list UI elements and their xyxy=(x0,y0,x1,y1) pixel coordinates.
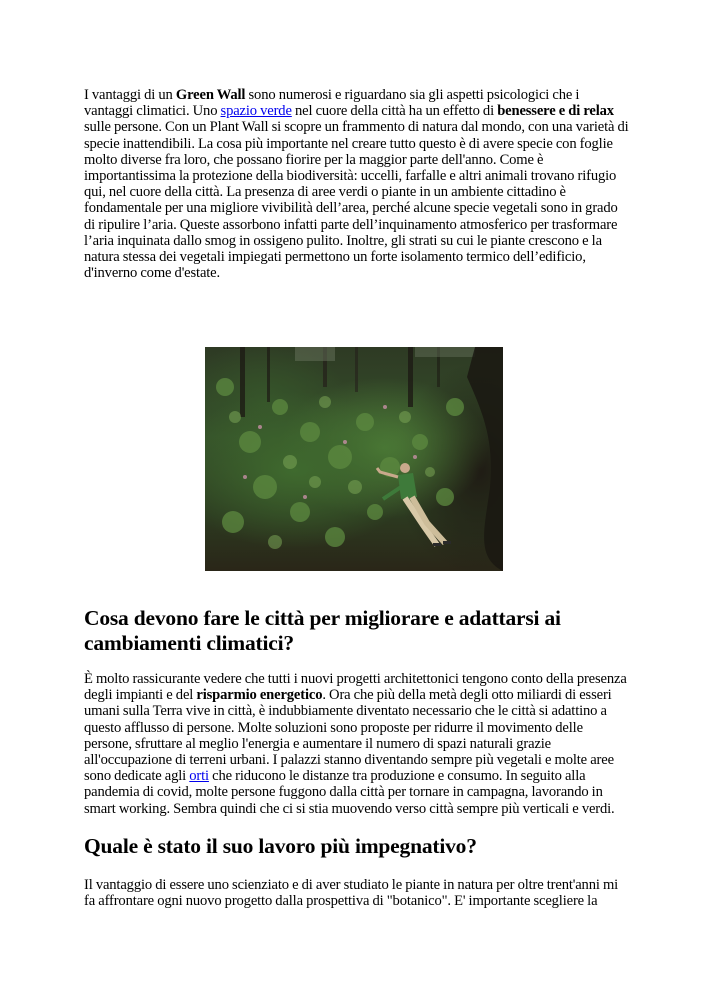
bold-green-wall: Green Wall xyxy=(175,87,246,103)
heading-hardest-work: Quale è stato il suo lavoro più impegnativo? xyxy=(84,834,477,858)
green-wall-photo-art xyxy=(205,347,503,571)
link-orti[interactable]: orti xyxy=(189,768,209,785)
green-wall-photo xyxy=(205,347,503,571)
text-span: sulle persone. Con un Plant Wall si scopre un frammento di natura dal mondo, con una varietà di specie inattendibili. La cosa più importante nel creare tutto questo è di avere specie con foglie molto diverse fra loro, che possano fiorire per la maggior parte dell'anno. Come è importantissima la protezione della biodiversità: uccelli, farfalle e altri animali trovano rifugio qui, nel cuore della città. La presenza di aree verdi o piante in un ambiente cittadino è fondamentale per una migliore vivibilità dell’area, perché alcune specie vegetali sono in grado di ripulire l’aria. Queste assorbono infatti parte dell’inquinamento atmosferico per trasformare l’aria inquinata dallo smog in ossigeno pulito. Inoltre, gli strati su cui le piante crescono e la natura stessa dei vegetali impiegati permettono un forte isolamento termico dell’edificio, d'inverno come d'estate. xyxy=(84,119,629,282)
text-span: È molto rassicurante vedere che tutti i nuovi progetti architettonici tengono conto della presenza degli impianti e del xyxy=(84,671,627,704)
text-span: I vantaggi di un xyxy=(84,87,176,103)
text-span: . Ora che più della metà degli otto miliardi di esseri umani sulla Terra vive in città, è indubbiamente diventato necessario che le città si adattino a questo afflusso di persone. Molte soluzioni sono proposte per ridurre il movimento delle persone, sfruttare al meglio l'energia e aumentare il numero di spazi naturali grazie all'occupazione di terreni urbani. I palazzi stanno diventando sempre più vegetali e molte aree sono dedicate agli xyxy=(84,687,614,785)
bold-benessere-relax: benessere e di relax xyxy=(497,103,614,120)
text-span: sono numerosi e riguardano sia gli aspetti psicologici che i vantaggi climatici. Uno xyxy=(84,87,580,120)
heading-climate-adaptation: Cosa devono fare le città per migliorare e adattarsi ai cambiamenti climatici? xyxy=(84,606,561,655)
climate-paragraph xyxy=(84,671,629,817)
bold-risparmio-energetico: risparmio energetico xyxy=(196,687,323,704)
botanist-paragraph: Il vantaggio di essere uno scienziato e di aver studiato le piante in natura per oltre trent'anni mi fa affrontare ogni nuovo progetto dalla prospettiva di "botanico". E' importante scegliere la xyxy=(84,877,619,910)
intro-paragraph xyxy=(84,87,629,281)
text-span: nel cuore della città ha un effetto di xyxy=(291,103,498,120)
link-spazio-verde[interactable]: spazio verde xyxy=(220,103,292,120)
text-span: che riducono le distanze tra produzione e consumo. In seguito alla pandemia di covid, molte persone fuggono dalla città per tornare in campagna, lavorando in smart working. Sembra quindi che ci si stia muovendo verso città sempre più verticali e verdi. xyxy=(84,768,615,817)
